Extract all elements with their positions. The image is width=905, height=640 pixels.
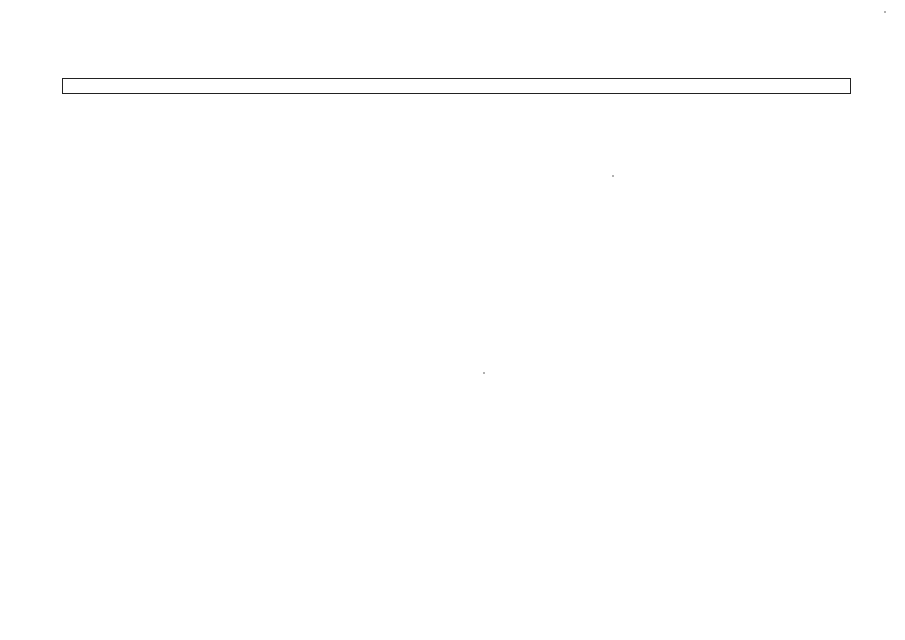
scan-speck: [483, 372, 485, 374]
scan-speck: [884, 11, 886, 13]
scan-speck: [612, 175, 614, 177]
table-header: [62, 78, 851, 94]
